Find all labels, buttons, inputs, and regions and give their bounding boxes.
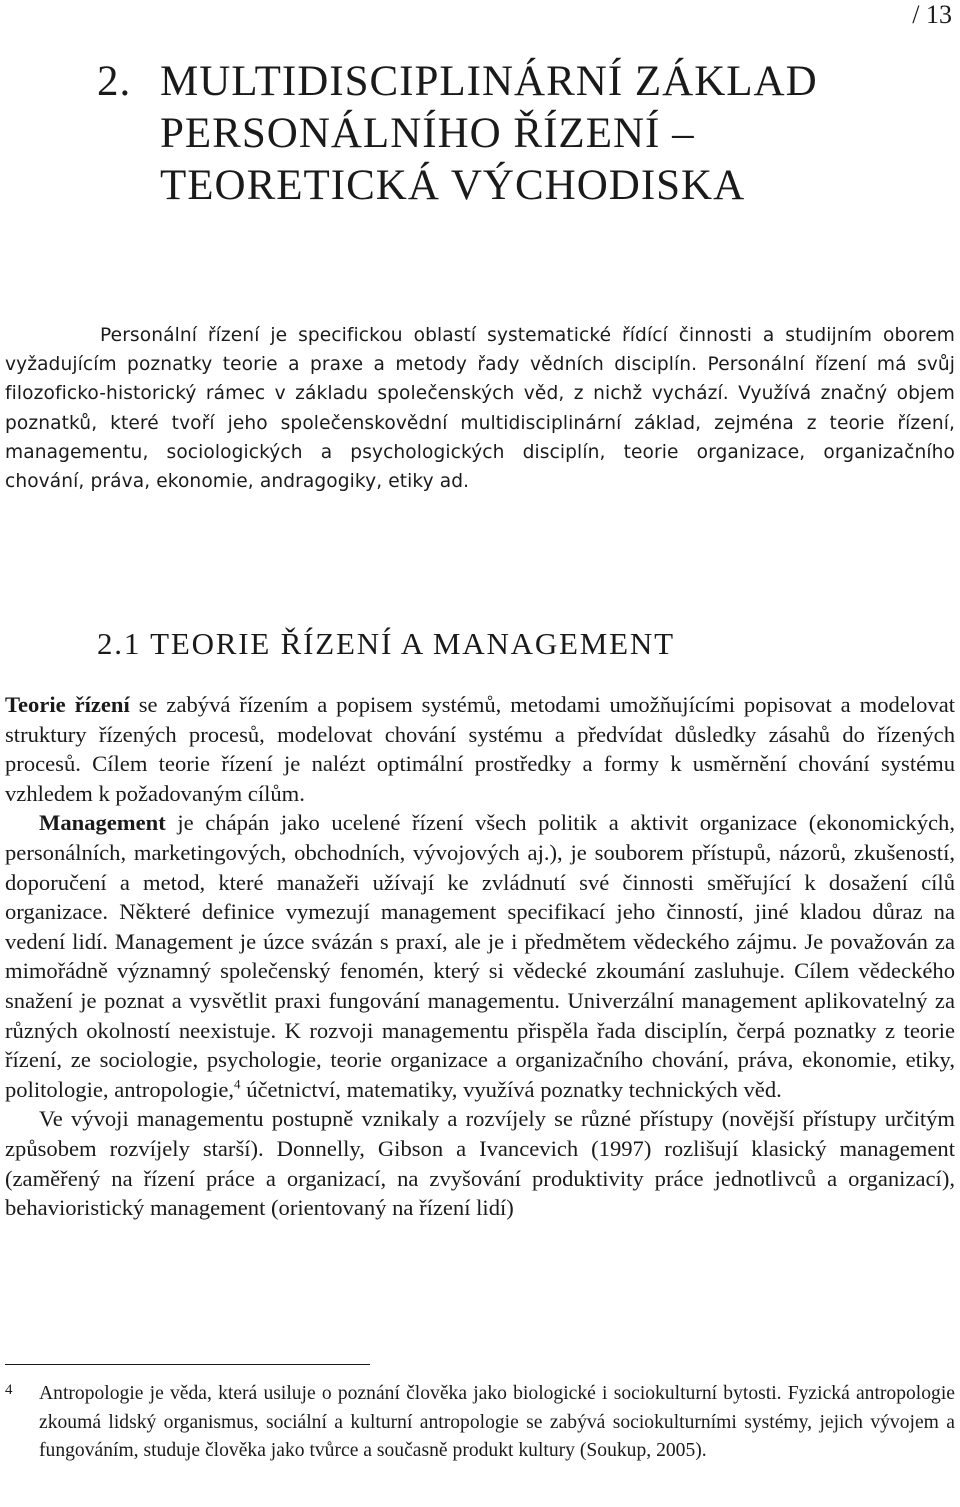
footnote-separator — [5, 1364, 370, 1365]
intro-paragraph: Personální řízení je specifickou oblastí systematické řídící činnosti a studijním oborem vyžadujícím poznatky teorie a praxe a metody řady vědních disciplín. Personální řízení má svůj filozoficko-historický rámec v základu společenských věd, z nichž vychází. Využívá značný objem poznatků, které tvoří jeho společenskovědní multidisciplinární základ, zejména z teorie řízení, managementu, sociologických a psychologických disciplín, teorie organizace, organizačního chování, práva, ekonomie, andragogiky, etiky ad. — [5, 325, 955, 493]
footnote-text: Antropologie je věda, která usiluje o poznání člověka jako biologické i sociokulturní bytosti. Fyzická antropologie zkoumá lidský organismus, sociální a kulturní antropologie se zabývá sociokulturními systémy, jejich vývojem a fungováním, studuje člověka jako tvůrce a současně produkt kultury (Soukup, 2005). — [39, 1383, 955, 1461]
chapter-title-lines — [160, 56, 947, 212]
chapter-title-line-2: PERSONÁLNÍHO ŘÍZENÍ – — [160, 110, 695, 157]
paragraph-text: je chápán jako ucelené řízení všech politik a aktivit organizace (ekonomických, personálních, marketingových, obchodních, vývojových aj.), je souborem přístupů, názorů, zkušeností, doporučení a metod, které manažeři užívají ke zvládnutí své činnosti směřující k dosažení cílů organizace. Některé definice vymezují management specifikací jeho činností, jiné kladou důraz na vedení lidí. Management je úzce svázán s praxí, ale je i předmětem vědeckého zájmu. Je považován za mimořádně významný společenský fenomén, který si vědecké zkoumání zasluhuje. Cílem vědeckého snažení je poznat a vysvětlit praxi fungování managementu. Univerzální management aplikovatelný za různých okolností neexistuje. K rozvoji managementu přispěla řada disciplín, čerpá poznatky z teorie řízení, ze sociologie, psychologie, teorie organizace a organizačního chování, práva, ekonomie, etiky, politologie, antropologie, — [5, 810, 955, 1102]
chapter-title — [97, 56, 947, 212]
footnote — [5, 1380, 955, 1466]
paragraph-vyvoj-managementu: Ve vývoji managementu postupně vznikaly a rozvíjely se různé přístupy (novější přístupy určitým způsobem rozvíjely starší). Donnelly, Gibson a Ivancevich (1997) rozlišují klasický management (zaměřený na řízení práce a organizací, na zvyšování produktivity práce jednotlivců a organizací), behavioristický management (orientovaný na řízení lidí) — [5, 1106, 955, 1221]
chapter-intro — [5, 321, 955, 496]
chapter-title-line-3: TEORETICKÁ VÝCHODISKA — [160, 162, 746, 209]
paragraph-text: účetnictví, matematiky, využívá poznatky technických věd. — [240, 1076, 782, 1102]
page-number: / 13 — [912, 0, 952, 29]
term-management: Management — [39, 810, 166, 836]
term-teorie-rizeni: Teorie řízení — [5, 692, 130, 717]
paragraph-text: se zabývá řízením a popisem systémů, metodami umožňujícími popisovat a modelovat struktury řízených procesů, modelovat chování systému a předvídat důsledky zásahů do řízených procesů. Cílem teorie řízení je nalézt optimální prostředky a formy k usměrnění chování systému vzhledem k požadovaným cílům. — [5, 692, 955, 806]
paragraph-teorie-rizeni — [5, 690, 955, 808]
chapter-title-line-1: MULTIDISCIPLINÁRNÍ ZÁKLAD — [160, 58, 818, 105]
footnote-mark: 4 — [5, 1382, 13, 1398]
chapter-number: 2. — [97, 58, 132, 105]
footnote-reference[interactable]: 4 — [234, 1076, 241, 1092]
paragraph-management — [5, 808, 955, 1104]
section-title: 2.1 TEORIE ŘÍZENÍ A MANAGEMENT — [97, 626, 675, 661]
section-body — [5, 690, 955, 1223]
